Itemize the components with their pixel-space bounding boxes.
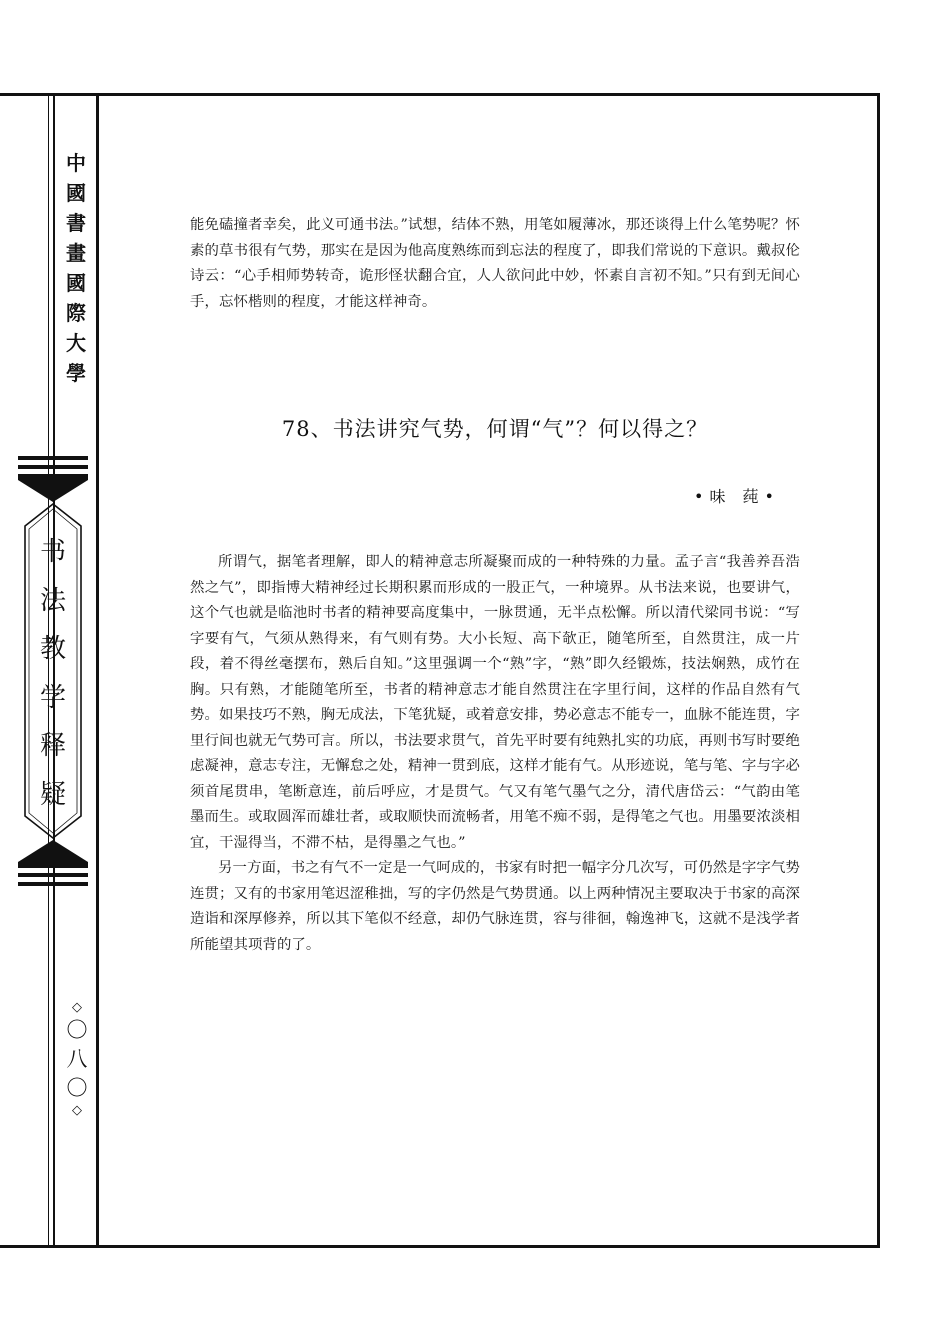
banner-bottom-rule [18,882,88,886]
banner-bottom-rule [18,873,88,877]
book-title [32,528,74,819]
section-heading: 78、书法讲究气势，何谓“气”？何以得之？ [281,417,709,441]
section-body [190,550,800,958]
series-title [62,148,90,388]
diamond-icon: ◇ [72,1103,82,1118]
series-title-char: 國 [66,181,86,205]
page-number-digit: 〇 [66,1018,88,1042]
diamond-icon: ◇ [72,1000,82,1015]
series-title-char: 大 [66,331,86,355]
book-title-char: 学 [39,682,66,713]
book-title-char: 疑 [39,779,66,810]
book-title-char: 教 [39,634,66,664]
continued-text [190,213,800,315]
series-title-char: 畫 [66,241,86,265]
page-number-digit: 〇 [66,1076,88,1100]
series-title-char: 學 [66,361,86,385]
page-number [60,1000,94,1119]
body-paragraph: 另一方面，书之有气不一定是一气呵成的，书家有时把一幅字分几次写，可仍然是字字气势连贯；又有的书家用笔迟涩稚拙，写的字仍然是气势贯通。以上两种情况主要取决于书家的高深造诣和深厚修养，所以其下笔似不经意，却仍气脉连贯，容与徘徊，翰逸神飞，这就不是浅学者所能望其项背的了。 [190,860,800,953]
page-number-digit: 八 [66,1047,88,1071]
book-title-char: 释 [39,731,66,761]
book-title-char: 书 [39,537,66,567]
book-title-banner [18,456,88,886]
book-title-char: 法 [39,585,66,616]
series-title-char: 書 [66,211,86,235]
side-rule-divider [96,93,99,1248]
body-paragraph: 所谓气，据笔者理解，即人的精神意志所凝聚而成的一种特殊的力量。孟子言“我善养吾浩然之气”，即指博大精神经过长期积累而形成的一股正气，一种境界。从书法来说，也要讲气，这个气也就是临池时书者的精神要高度集中，一脉贯通，无半点松懈。所以清代梁同书说：“写字要有气，气须从熟得来，有气则有势。大小长短、高下欹正，随笔所至，自然贯注，成一片段，着不得丝毫摆布，熟后自知。”这里强调一个“熟”字，“熟”即久经锻炼，技法娴熟，成竹在胸。只有熟，才能随笔所至，书者的精神意志才能自然贯注在字里行间，这样的作品自然有气势。如果技巧不熟，胸无成法，下笔犹疑，或着意安排，势必意志不能专一，血脉不能连贯，字里行间也就无气势可言。所以，书法要求贯气，首先平时要有纯熟扎实的功底，再则书写时要绝虑凝神，意志专注，无懈怠之处，精神一贯到底，这样才能有气。从形迹说，笔与笔、字与字必须首尾贯串，笔断意连，前后呼应，才是贯气。气又有笔气墨气之分，清代唐岱云：“气韵由笔墨而生。或取圆浑而雄壮者，或取顺快而流畅者，用笔不痴不弱，是得笔之气也。用墨要浓淡相宜，干湿得当，不滞不枯，是得墨之气也。” [190,554,800,851]
author-name: •味 莼• [694,487,780,506]
series-title-char: 中 [66,151,86,175]
banner-top-rule [18,465,88,469]
series-title-char: 際 [66,301,86,325]
series-title-char: 國 [66,271,86,295]
continued-paragraph: 能免磕撞者幸矣，此义可通书法。”试想，结体不熟，用笔如履薄冰，那还谈得上什么笔势呢？怀素的草书很有气势，那实在是因为他高度熟练而到忘法的程度了，即我们常说的下意识。戴叔伦诗云：“心手相师势转奇，诡形怪状翻合宜，人人欲问此中妙，怀素自言初不知。”只有到无间心手，忘怀楷则的程度，才能这样神奇。 [190,217,800,310]
banner-top-rule [18,456,88,460]
